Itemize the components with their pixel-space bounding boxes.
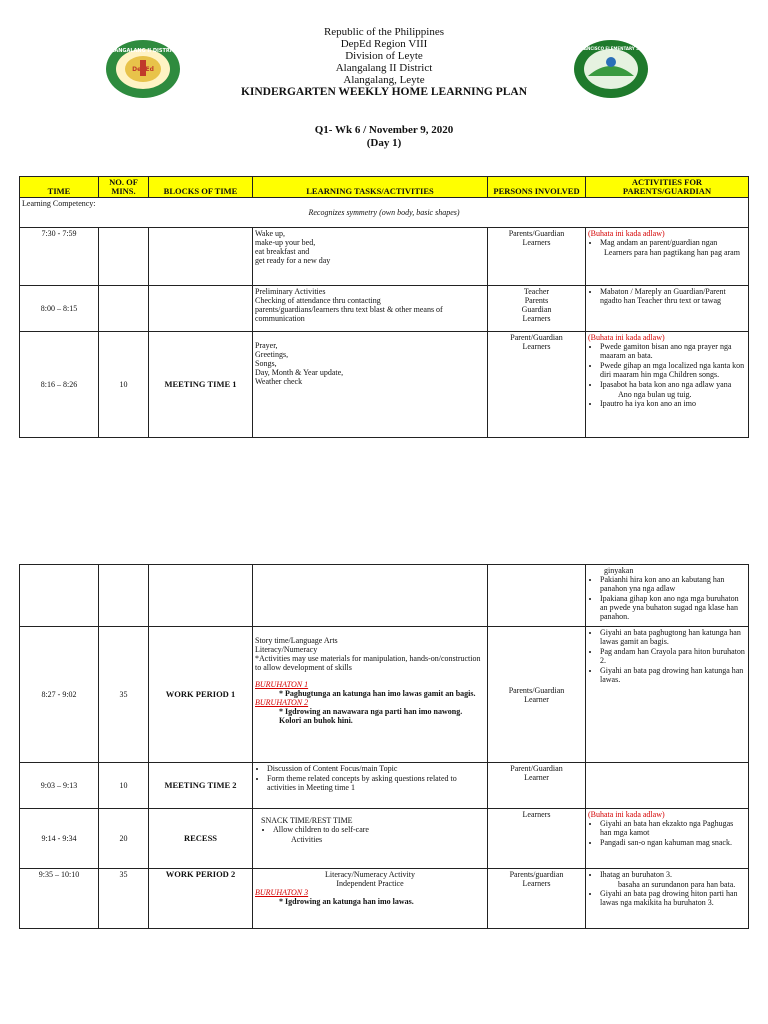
col-header-mins: NO. OF MINS. <box>99 177 149 198</box>
table-header-row <box>20 177 749 198</box>
row-persons: Parents/Guardian Learner <box>488 627 586 763</box>
buruhaton-2-text: * Igdrowing an nawawara nga parti han imo nawong. Kolori an buhok hini. <box>279 707 463 725</box>
row-block: RECESS <box>149 809 253 869</box>
list-item-continued: basaha an surundanon para han bata. <box>618 880 736 889</box>
logo-left-text: ALANGALANG II DISTRICT <box>107 48 179 54</box>
list-item: • Ipasabot ha bata kon ano nga adlaw yana <box>600 380 746 389</box>
col-header-persons: PERSONS INVOLVED <box>488 177 586 198</box>
buruhaton-2-label: BURUHATON 2 <box>255 698 309 707</box>
list-item: • Pangadi san-o ngan kahuman mag snack. <box>600 838 746 847</box>
table-row <box>20 286 749 332</box>
row-tasks <box>253 763 488 809</box>
daily-note: (Buhata ini kada adlaw) <box>588 333 665 342</box>
header-republic: Republic of the Philippines <box>323 26 445 38</box>
row-parent-activities <box>586 869 749 929</box>
buruhaton-1-label: BURUHATON 1 <box>255 680 309 689</box>
row-persons: Parents/guardian Learners <box>488 869 586 929</box>
daily-note: (Buhata ini kada adlaw) <box>588 229 665 238</box>
row-block: WORK PERIOD 1 <box>149 627 253 763</box>
list-item: • Form theme related concepts by asking questions related to activities in Meeting time 1 <box>267 774 485 792</box>
list-item-continued: Activities <box>291 835 323 844</box>
list-item: • Ihatag an buruhaton 3. <box>600 870 746 879</box>
list-item-continued: Learners para han pagtikang han pag aram <box>604 248 740 257</box>
col-header-time: TIME <box>20 177 99 198</box>
row-parent-activities <box>586 565 749 627</box>
competency-text: Recognizes symmetry (own body, basic shapes) <box>308 208 460 217</box>
buruhaton-3-label: BURUHATON 3 <box>255 888 309 897</box>
row-block: MEETING TIME 2 <box>149 763 253 809</box>
row-parent-activities <box>586 332 749 438</box>
document-header <box>0 26 768 150</box>
row-time: 9:35 – 10:10 <box>20 869 99 929</box>
table-row <box>20 332 749 438</box>
list-item: • Giyahi an bata pag drowing hiton parti han lawas nga makikita ha buruhaton 3. <box>600 889 746 907</box>
list-item: • Discussion of Content Focus/main Topic <box>267 764 485 773</box>
day-label: (Day 1) <box>366 137 402 149</box>
header-division: Division of Leyte <box>345 50 423 62</box>
row-parent-activities <box>586 286 749 332</box>
list-item: • Mag andam an parent/guardian ngan <box>600 238 746 247</box>
row-parent-activities <box>586 627 749 763</box>
row-mins: 35 <box>99 869 149 929</box>
list-item-continued: ginyakan <box>604 566 634 575</box>
row-persons: Parent/Guardian Learners <box>488 332 586 438</box>
snack-title: SNACK TIME/REST TIME <box>261 816 353 825</box>
list-item: • Giyahi an bata paghugtong han katunga han lawas gamit an bagis. <box>600 628 746 646</box>
row-time: 9:03 – 9:13 <box>20 763 99 809</box>
learning-plan-table-part2 <box>19 564 749 929</box>
row-tasks: Literacy/Numeracy Activity Independent Practice BURUHATON 3 * Igdrowing an katunga han imo lawas. <box>253 869 488 929</box>
row-time: 7:30 - 7:59 <box>20 228 99 286</box>
row-mins: 20 <box>99 809 149 869</box>
col-header-blocks: BLOCKS OF TIME <box>149 177 253 198</box>
list-item: • Pwede gihap an mga localized nga kanta kon diri maaram hin mga Children songs. <box>600 361 746 379</box>
row-mins: 35 <box>99 627 149 763</box>
daily-note: (Buhata ini kada adlaw) <box>588 810 665 819</box>
row-tasks: Preliminary Activities Checking of attendance thru contacting parents/guardians/learners thru text blast & other means of communication <box>253 286 488 332</box>
learning-plan-table-part1 <box>19 176 749 438</box>
list-item: • Pag andam han Crayola para hiton buruhaton 2. <box>600 647 746 665</box>
competency-label: Learning Competency: <box>22 199 96 208</box>
row-tasks: Story time/Language Arts Literacy/Numeracy *Activities may use materials for manipulation, hands-on/construction to allow development of skills BURUHATON 1 * Paghugtunga an katunga han imo lawas gamit an bagis. BURUHATON 2 * Igdrowing an nawawara nga parti han imo nawong. Kolori an buhok hini. <box>253 627 488 763</box>
row-tasks: Wake up, make-up your bed, eat breakfast and get ready for a new day <box>253 228 488 286</box>
table-row <box>20 565 749 627</box>
page-title: KINDERGARTEN WEEKLY HOME LEARNING PLAN <box>240 86 528 98</box>
col-header-parent-activities: ACTIVITIES FOR PARENTS/GUARDIAN <box>586 177 749 198</box>
header-town: Alangalang, Leyte <box>343 74 425 86</box>
row-persons: Teacher Parents Guardian Learners <box>488 286 586 332</box>
buruhaton-3-text: * Igdrowing an katunga han imo lawas. <box>279 897 414 906</box>
row-tasks <box>253 809 488 869</box>
list-item: • Pwede gamiton bisan ano nga prayer nga maaram an bata. <box>600 342 746 360</box>
row-block: WORK PERIOD 2 <box>149 869 253 929</box>
quarter-week-date: Q1- Wk 6 / November 9, 2020 <box>314 124 454 136</box>
table-row <box>20 228 749 286</box>
row-mins: 10 <box>99 763 149 809</box>
logo-left-inner: DepEd <box>132 66 154 73</box>
row-parent-activities <box>586 809 749 869</box>
table-row <box>20 627 749 763</box>
table-row <box>20 869 749 929</box>
row-time: 8:27 - 9:02 <box>20 627 99 763</box>
header-region: DepEd Region VIII <box>340 38 428 50</box>
list-item: • Pakianhi hira kon ano an kabutang han panahon yna nga adlaw <box>600 575 746 593</box>
row-tasks: Prayer, Greetings, Songs, Day, Month & Year update, Weather check <box>253 332 488 438</box>
list-item: • Giyahi an bata han ekzakto nga Paghugas han mga kamot <box>600 819 746 837</box>
row-time: 8:00 – 8:15 <box>20 286 99 332</box>
row-time: 9:14 - 9:34 <box>20 809 99 869</box>
table-row <box>20 763 749 809</box>
list-item: • Mabaton / Mareply an Guardian/Parent ngadto han Teacher thru text or tawag <box>600 287 746 305</box>
row-persons: Parents/Guardian Learners <box>488 228 586 286</box>
list-item-continued: Ano nga bulan ug tuig. <box>618 390 692 399</box>
table-row <box>20 809 749 869</box>
list-item: • Allow children to do self-care <box>273 825 485 834</box>
buruhaton-1-text: * Paghugtunga an katunga han imo lawas gamit an bagis. <box>279 689 476 698</box>
list-item: • Ipautro ha iya kon ano an imo <box>600 399 746 408</box>
logo-right-text: SAN FRANCISCO ELEMENTARY SCHOOL <box>567 46 655 51</box>
header-district: Alangalang II District <box>335 62 433 74</box>
row-parent-activities <box>586 228 749 286</box>
list-item: • Ipakiana gihap kon ano nga mga buruhaton an pwede yna buhaton sugad nga klase han panahon. <box>600 594 746 621</box>
row-persons: Learners <box>488 809 586 869</box>
col-header-tasks: LEARNING TASKS/ACTIVITIES <box>253 177 488 198</box>
row-mins: 10 <box>99 332 149 438</box>
list-item: • Giyahi an bata pag drowing han katunga han lawas. <box>600 666 746 684</box>
competency-row <box>20 198 749 228</box>
row-block: MEETING TIME 1 <box>149 332 253 438</box>
row-persons: Parent/Guardian Learner <box>488 763 586 809</box>
row-time: 8:16 – 8:26 <box>20 332 99 438</box>
